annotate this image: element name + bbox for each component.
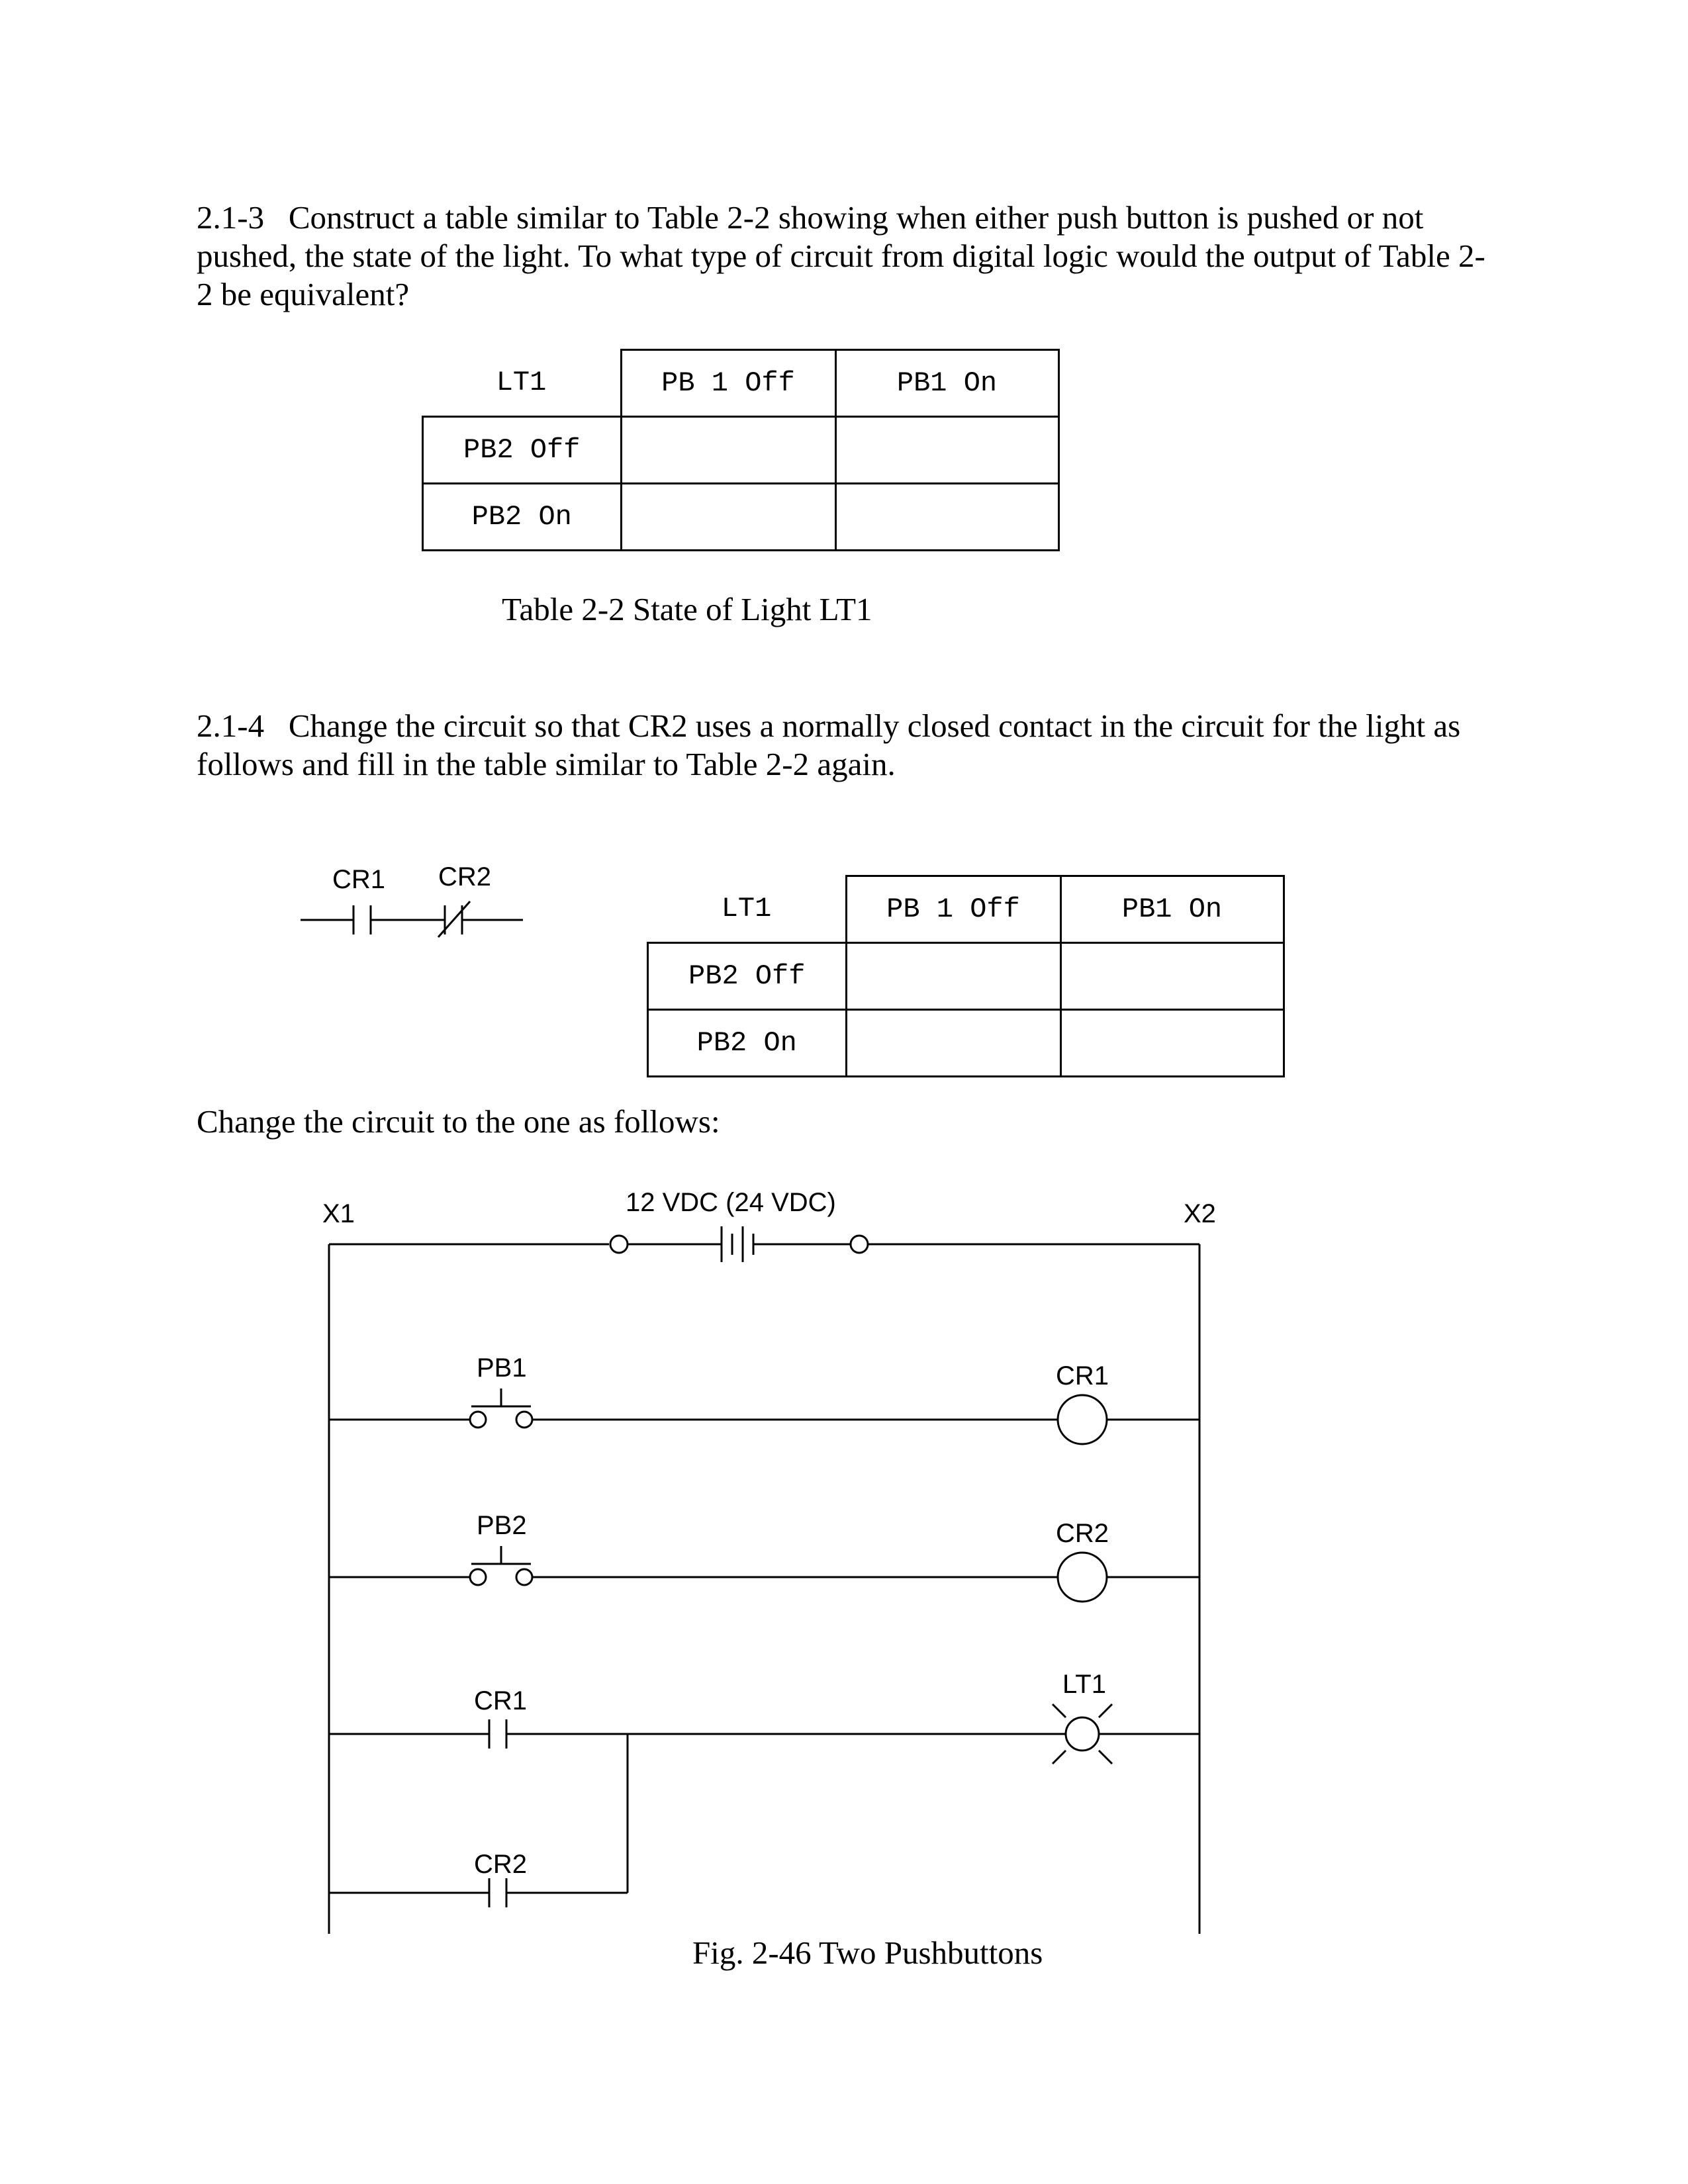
table-row-header: PB2 Off: [423, 417, 622, 484]
pushbutton-symbol-pb1: [470, 1388, 532, 1428]
table-corner: LT1: [721, 893, 772, 925]
snippet-label-cr2: CR2: [438, 862, 492, 891]
rung-output-label-cr1: CR1: [1056, 1361, 1109, 1390]
problem-number: 2.1-4: [197, 707, 265, 744]
coil-symbol-cr2: [1058, 1553, 1107, 1602]
snippet-label-cr1: CR1: [332, 865, 386, 894]
rung-input-label-cr2: CR2: [474, 1850, 528, 1879]
table-col-header: PB 1 Off: [621, 350, 835, 417]
table-caption: Table 2-2 State of Light LT1: [502, 591, 872, 627]
table-corner: LT1: [496, 367, 547, 399]
rung-input-label-pb1: PB1: [477, 1353, 527, 1383]
table-row-header: PB2 On: [423, 484, 622, 551]
contact-symbol-cr1: [489, 1719, 506, 1749]
table-col-header: PB1 On: [1060, 876, 1284, 943]
table-row-header: PB2 Off: [648, 943, 847, 1010]
contact-symbol-cr2: [489, 1878, 506, 1907]
problem-text: Construct a table similar to Table 2-2 showing when either push button is pushed or not pushed, the state of the light. To what type of circuit from digital logic would the output of Table 2-2 be equivalent?: [197, 199, 1485, 312]
table-col-header: PB 1 Off: [846, 876, 1060, 943]
change-circuit-text: Change the circuit to the one as follows:: [197, 1103, 720, 1140]
supply-terminal-right: [851, 1236, 868, 1253]
rung-output-label-lt1: LT1: [1062, 1670, 1106, 1699]
left-rail-label: X1: [322, 1199, 355, 1228]
rung-output-label-cr2: CR2: [1056, 1519, 1109, 1548]
coil-symbol-cr1: [1058, 1395, 1107, 1444]
problem-text: Change the circuit so that CR2 uses a normally closed contact in the circuit for the light as follows and fill in the table similar to Table 2-2 again.: [197, 707, 1461, 782]
problem-number: 2.1-3: [197, 199, 265, 236]
right-rail-label: X2: [1184, 1199, 1216, 1228]
supply-label: 12 VDC (24 VDC): [626, 1188, 836, 1217]
supply-terminal-left: [610, 1236, 628, 1253]
figure-caption: Fig. 2-46 Two Pushbuttons: [692, 1934, 1043, 1971]
table-col-header: PB1 On: [835, 350, 1058, 417]
pushbutton-symbol-pb2: [470, 1546, 532, 1585]
rung-input-label-cr1: CR1: [474, 1686, 528, 1715]
table-row-header: PB2 On: [648, 1010, 847, 1077]
rung-input-label-pb2: PB2: [477, 1511, 527, 1540]
battery-symbol: [722, 1226, 753, 1262]
